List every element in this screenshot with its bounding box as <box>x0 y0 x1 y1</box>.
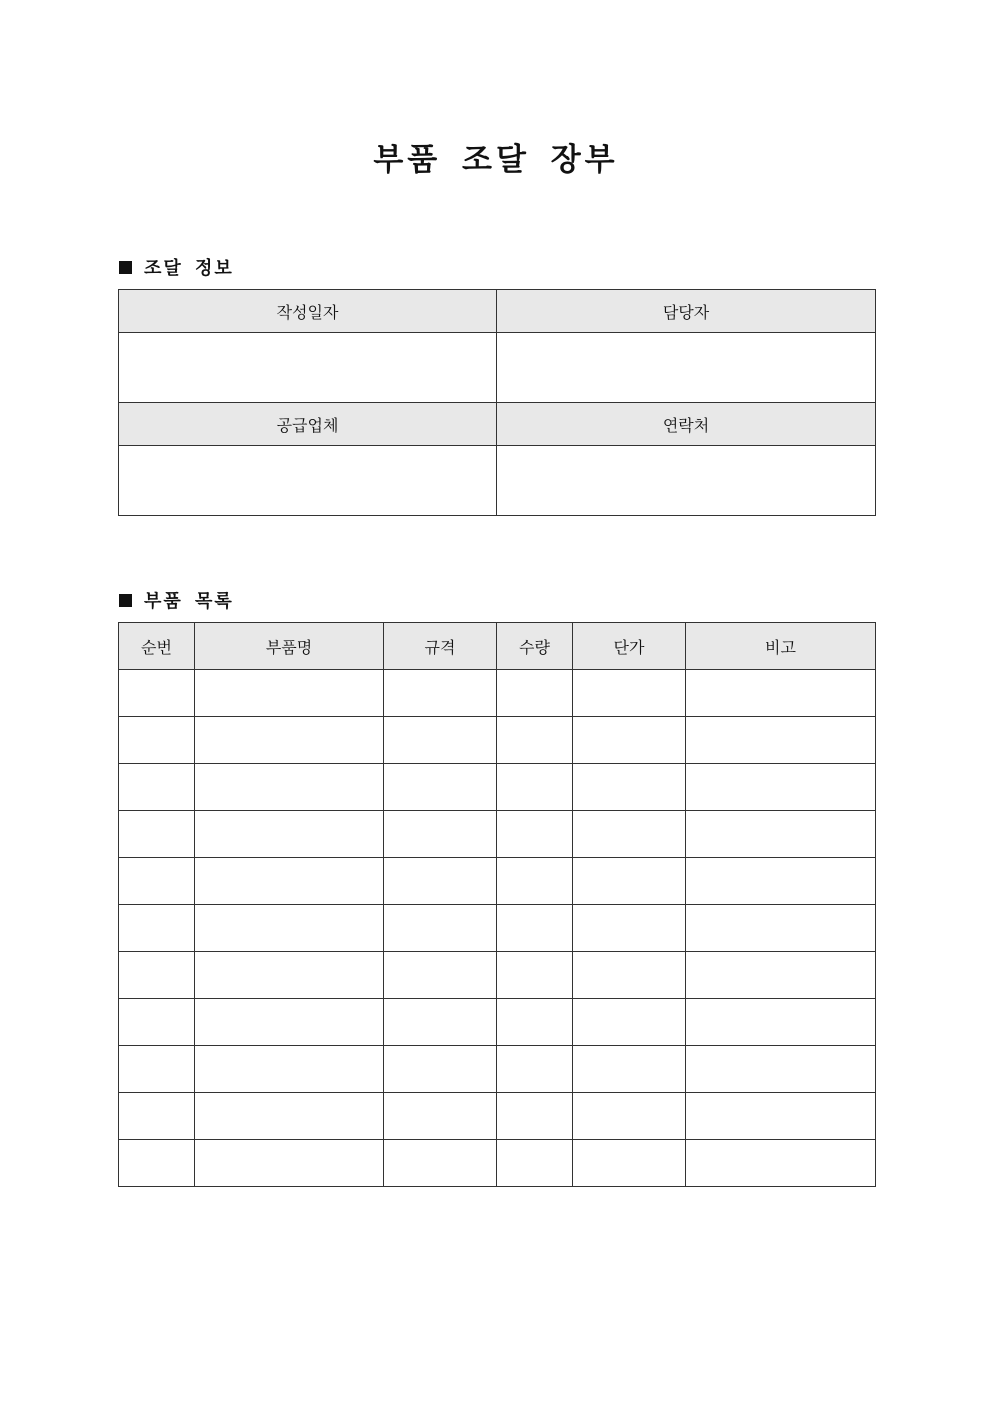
quantity-cell[interactable] <box>497 1140 573 1187</box>
unit-price-cell[interactable] <box>573 1046 686 1093</box>
square-bullet-icon <box>119 594 132 607</box>
remarks-cell[interactable] <box>686 670 876 717</box>
unit-price-cell[interactable] <box>573 858 686 905</box>
created-date-field[interactable] <box>119 333 497 403</box>
spec-cell[interactable] <box>384 999 497 1046</box>
remarks-cell[interactable] <box>686 1046 876 1093</box>
part-name-cell[interactable] <box>195 1046 384 1093</box>
table-row <box>119 952 876 999</box>
table-row <box>119 999 876 1046</box>
quantity-cell[interactable] <box>497 1046 573 1093</box>
procurement-info-table <box>118 289 876 516</box>
column-header-unit-price: 단가 <box>573 623 686 670</box>
supplier-field[interactable] <box>119 446 497 516</box>
unit-price-cell[interactable] <box>573 999 686 1046</box>
column-header-remarks: 비고 <box>686 623 876 670</box>
table-row <box>119 764 876 811</box>
section-heading-text: 조달 정보 <box>144 258 234 279</box>
part-name-cell[interactable] <box>195 1140 384 1187</box>
quantity-cell[interactable] <box>497 811 573 858</box>
spec-cell[interactable] <box>384 811 497 858</box>
remarks-cell[interactable] <box>686 952 876 999</box>
parts-list-table <box>118 622 876 1187</box>
part-name-cell[interactable] <box>195 905 384 952</box>
label-person-in-charge: 담당자 <box>497 290 876 333</box>
spec-cell[interactable] <box>384 670 497 717</box>
quantity-cell[interactable] <box>497 764 573 811</box>
parts-list-body <box>119 670 876 1187</box>
part-name-cell[interactable] <box>195 858 384 905</box>
quantity-cell[interactable] <box>497 717 573 764</box>
table-row <box>119 1140 876 1187</box>
table-row <box>119 811 876 858</box>
number-cell[interactable] <box>119 670 195 717</box>
remarks-cell[interactable] <box>686 764 876 811</box>
part-name-cell[interactable] <box>195 717 384 764</box>
column-header-quantity: 수량 <box>497 623 573 670</box>
column-header-number: 순번 <box>119 623 195 670</box>
part-name-cell[interactable] <box>195 999 384 1046</box>
part-name-cell[interactable] <box>195 1093 384 1140</box>
spec-cell[interactable] <box>384 1140 497 1187</box>
spec-cell[interactable] <box>384 858 497 905</box>
table-row <box>119 717 876 764</box>
number-cell[interactable] <box>119 1046 195 1093</box>
spec-cell[interactable] <box>384 952 497 999</box>
spec-cell[interactable] <box>384 1093 497 1140</box>
unit-price-cell[interactable] <box>573 764 686 811</box>
spec-cell[interactable] <box>384 764 497 811</box>
section-heading-procurement-info <box>119 254 234 280</box>
column-header-part-name: 부품명 <box>195 623 384 670</box>
unit-price-cell[interactable] <box>573 670 686 717</box>
table-row <box>119 670 876 717</box>
unit-price-cell[interactable] <box>573 717 686 764</box>
quantity-cell[interactable] <box>497 670 573 717</box>
label-created-date: 작성일자 <box>119 290 497 333</box>
spec-cell[interactable] <box>384 717 497 764</box>
spec-cell[interactable] <box>384 1046 497 1093</box>
part-name-cell[interactable] <box>195 952 384 999</box>
remarks-cell[interactable] <box>686 999 876 1046</box>
column-header-spec: 규격 <box>384 623 497 670</box>
table-row <box>119 1093 876 1140</box>
spec-cell[interactable] <box>384 905 497 952</box>
quantity-cell[interactable] <box>497 952 573 999</box>
section-heading-parts-list <box>119 587 234 613</box>
section-heading-text: 부품 목록 <box>144 591 234 612</box>
quantity-cell[interactable] <box>497 999 573 1046</box>
number-cell[interactable] <box>119 905 195 952</box>
page-title: 부품 조달 장부 <box>373 142 619 178</box>
number-cell[interactable] <box>119 952 195 999</box>
unit-price-cell[interactable] <box>573 811 686 858</box>
unit-price-cell[interactable] <box>573 1093 686 1140</box>
table-row <box>119 858 876 905</box>
number-cell[interactable] <box>119 717 195 764</box>
part-name-cell[interactable] <box>195 670 384 717</box>
label-contact: 연락처 <box>497 403 876 446</box>
number-cell[interactable] <box>119 1093 195 1140</box>
number-cell[interactable] <box>119 858 195 905</box>
number-cell[interactable] <box>119 764 195 811</box>
contact-field[interactable] <box>497 446 876 516</box>
remarks-cell[interactable] <box>686 858 876 905</box>
remarks-cell[interactable] <box>686 1093 876 1140</box>
remarks-cell[interactable] <box>686 811 876 858</box>
unit-price-cell[interactable] <box>573 952 686 999</box>
number-cell[interactable] <box>119 999 195 1046</box>
quantity-cell[interactable] <box>497 858 573 905</box>
remarks-cell[interactable] <box>686 717 876 764</box>
square-bullet-icon <box>119 261 132 274</box>
number-cell[interactable] <box>119 811 195 858</box>
quantity-cell[interactable] <box>497 1093 573 1140</box>
part-name-cell[interactable] <box>195 764 384 811</box>
unit-price-cell[interactable] <box>573 905 686 952</box>
remarks-cell[interactable] <box>686 905 876 952</box>
number-cell[interactable] <box>119 1140 195 1187</box>
table-row <box>119 1046 876 1093</box>
unit-price-cell[interactable] <box>573 1140 686 1187</box>
remarks-cell[interactable] <box>686 1140 876 1187</box>
part-name-cell[interactable] <box>195 811 384 858</box>
person-in-charge-field[interactable] <box>497 333 876 403</box>
quantity-cell[interactable] <box>497 905 573 952</box>
table-row <box>119 905 876 952</box>
label-supplier: 공급업체 <box>119 403 497 446</box>
